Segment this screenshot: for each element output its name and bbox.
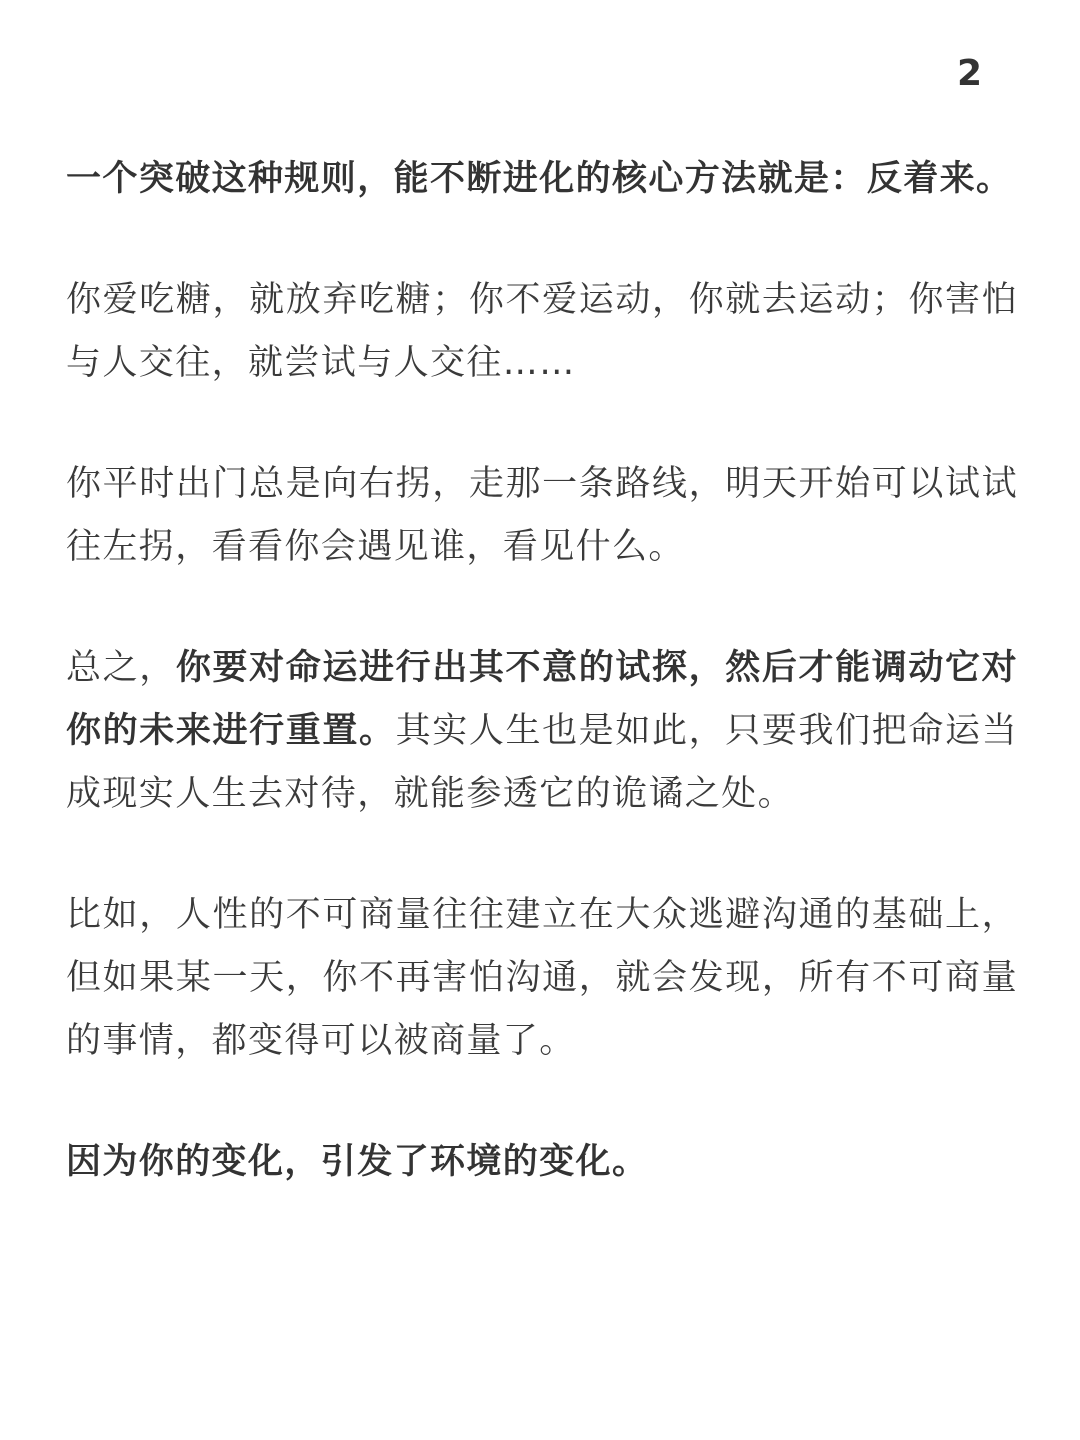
paragraph-core-method: 一个突破这种规则，能不断进化的核心方法就是：反着来。 xyxy=(66,159,1013,199)
paragraph-fate-lead: 总之， xyxy=(66,648,176,688)
article-body xyxy=(66,148,1018,1252)
paragraph-examples: 你爱吃糖，就放弃吃糖；你不爱运动，你就去运动；你害怕与人交往，就尝试与人交往…… xyxy=(66,280,1018,383)
paragraph-turn-left: 你平时出门总是向右拐，走那一条路线，明天开始可以试试往左拐，看看你会遇见谁，看见什么。 xyxy=(66,464,1018,567)
paragraph-communication: 比如，人性的不可商量往往建立在大众逃避沟通的基础上，但如果某一天，你不再害怕沟通，就会发现，所有不可商量的事情，都变得可以被商量了。 xyxy=(66,895,1018,1061)
paragraph-fate-tail: 其实人生也是如此，只要我们把命运当成现实人生去对待，就能参透它的诡谲之处。 xyxy=(66,711,1018,814)
page-number: 2 xyxy=(956,53,982,94)
paragraph-fate-probe xyxy=(66,637,1018,826)
paragraph-fate-emphasis: 你要对命运进行出其不意的试探，然后才能调动它对你的未来进行重置。 xyxy=(66,648,1018,751)
paragraph-conclusion: 因为你的变化，引发了环境的变化。 xyxy=(66,1142,649,1182)
